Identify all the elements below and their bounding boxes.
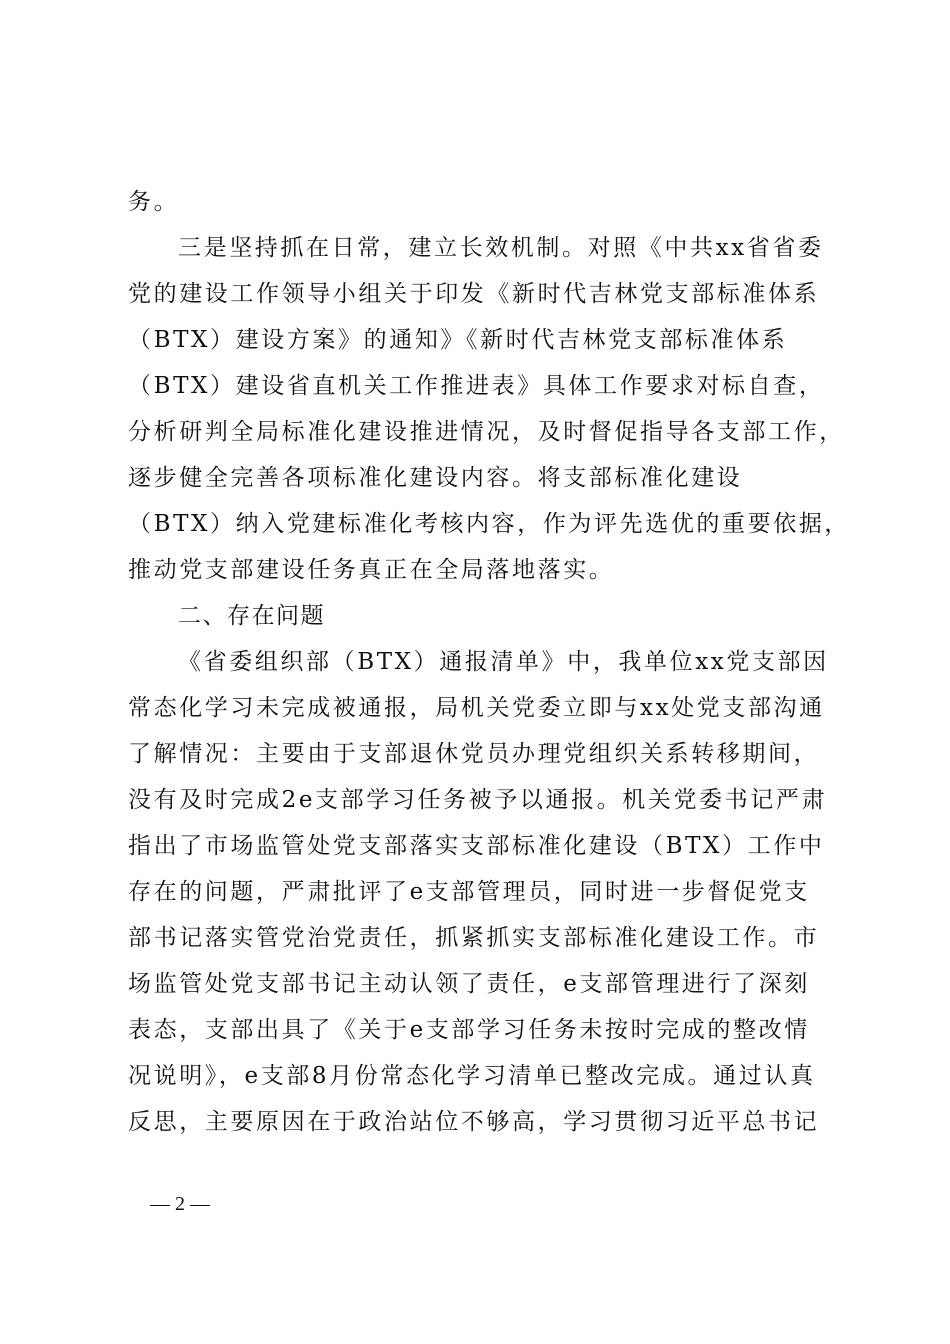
page-number: — 2 —	[150, 1193, 210, 1215]
document-body	[128, 179, 851, 1145]
paragraph-line: 分析研判全局标准化建设推进情况，及时督促指导各支部工作，	[128, 419, 845, 445]
paragraph-line: 部书记落实管党治党责任，抓紧抓实支部标准化建设工作。市	[128, 925, 820, 951]
section-heading: 二、存在问题	[178, 603, 325, 629]
paragraph-line: 推动党支部建设任务真正在全局落地落实。	[128, 557, 615, 583]
paragraph-line: 常态化学习未完成被通报，局机关党委立即与xx处党支部沟通	[128, 695, 825, 721]
paragraph-line: 表态，支部出具了《关于e支部学习任务未按时完成的整改情	[128, 1017, 810, 1043]
paragraph-line: （BTX）纳入党建标准化考核内容，作为评先选优的重要依据，	[128, 511, 851, 537]
paragraph-line: 三是坚持抓在日常，建立长效机制。对照《中共xx省省委	[178, 235, 824, 261]
paragraph-line: 反思，主要原因在于政治站位不够高，学习贯彻习近平总书记	[128, 1109, 820, 1135]
paragraph-line: 场监管处党支部书记主动认领了责任，e支部管理进行了深刻	[128, 971, 810, 997]
paragraph-line: 务。	[128, 189, 180, 215]
paragraph-line: （BTX）建设省直机关工作推进表》具体工作要求对标自查，	[128, 373, 825, 399]
paragraph-line: 了解情况：主要由于支部退休党员办理党组织关系转移期间，	[128, 741, 820, 767]
paragraph-line: 况说明》，e支部8月份常态化学习清单已整改完成。通过认真	[128, 1063, 816, 1089]
paragraph-line: 党的建设工作领导小组关于印发《新时代吉林党支部标准体系	[128, 281, 820, 307]
paragraph-line: 《省委组织部（BTX）通报清单》中，我单位xx党支部因	[178, 649, 829, 675]
paragraph-line: （BTX）建设方案》的通知》《新时代吉林党支部标准体系	[128, 327, 788, 353]
paragraph-line: 逐步健全完善各项标准化建设内容。将支部标准化建设	[128, 465, 743, 491]
paragraph-line: 指出了市场监管处党支部落实支部标准化建设（BTX）工作中	[128, 833, 825, 859]
paragraph-line: 没有及时完成2e支部学习任务被予以通报。机关党委书记严肃	[128, 787, 828, 813]
paragraph-line: 存在的问题，严肃批评了e支部管理员，同时进一步督促党支	[128, 879, 810, 905]
